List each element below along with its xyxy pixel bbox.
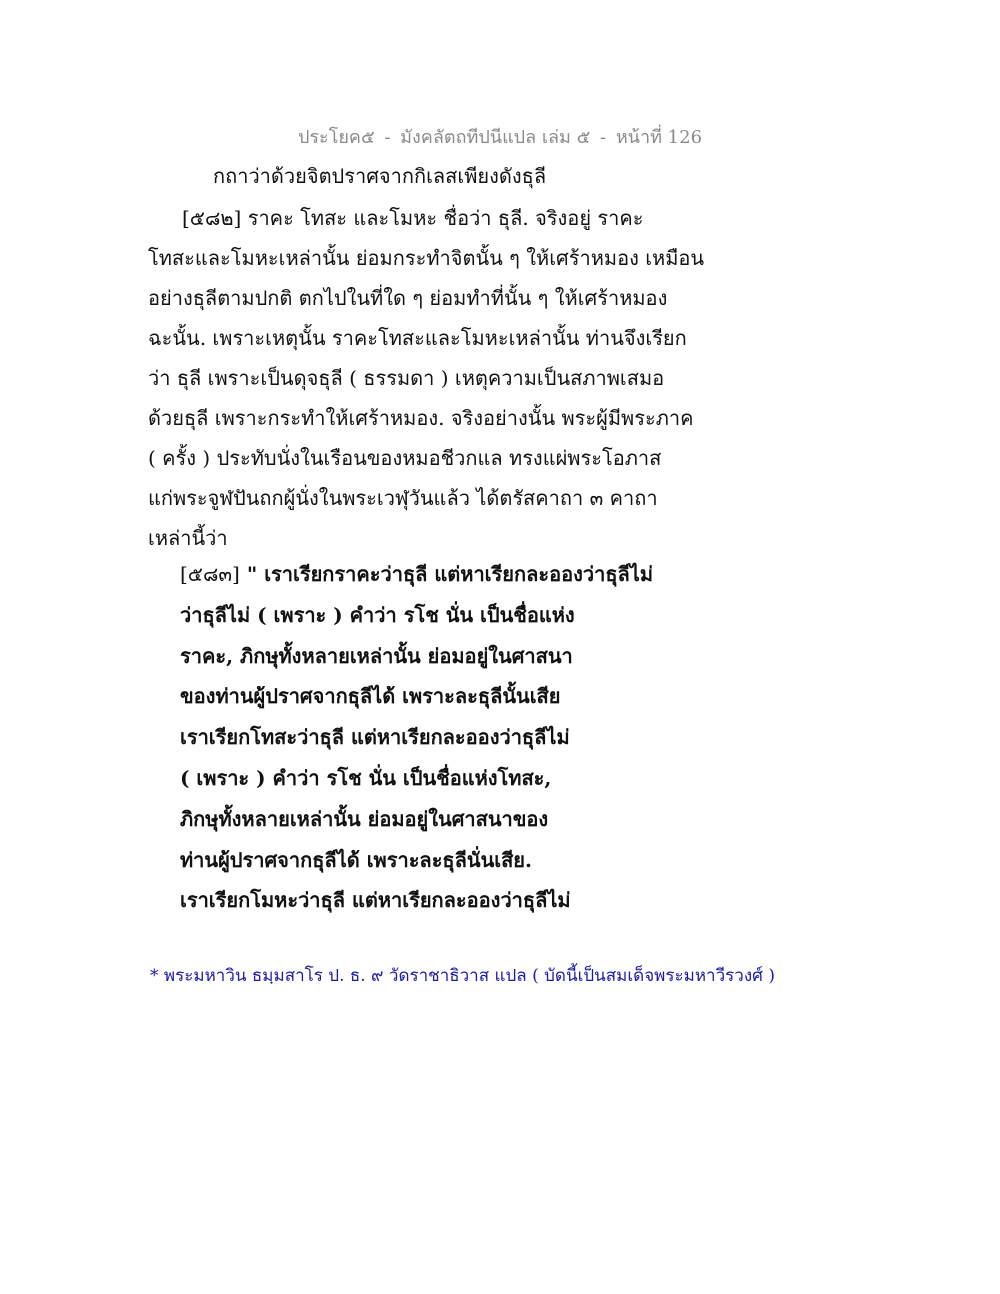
prose-line: แก่พระจูฬปันถกผู้นั่งในพระเวฬุวันแล้ว ได้ตรัสคาถา ๓ คาถา (148, 486, 658, 510)
prose-paragraph (148, 198, 708, 558)
footnote: * พระมหาวิน ธมฺมสาโร ป. ธ. ๙ วัดราชาธิวาส แปล ( บัดนี้เป็นสมเด็จพระมหาวีรวงศ์ ) (150, 966, 775, 986)
verse-line (180, 554, 740, 595)
prose-line: ด้วยธุลี เพราะกระทำให้เศร้าหมอง. จริงอย่างนั้น พระผู้มีพระภาค (148, 406, 694, 430)
prose-line: เหล่านี้ว่า (148, 526, 228, 550)
verse-line: ( เพราะ ) คำว่า รโช นั่น เป็นชื่อแห่งโทสะ, (180, 765, 552, 790)
header-separator: - (384, 127, 391, 148)
verse-line: เราเรียกโทสะว่าธุลี แต่หาเรียกละอองว่าธุลีไม่ (180, 725, 570, 750)
running-header (0, 122, 1000, 151)
prose-line: [๕๘๒] ราคะ โทสะ และโมหะ ชื่อว่า ธุลี. จริงอยู่ ราคะ (182, 206, 644, 230)
header-page-number: หน้าที่ 126 (615, 127, 703, 148)
verse-line: ว่าธุลีไม่ ( เพราะ ) คำว่า รโช นั่น เป็นชื่อแห่ง (180, 602, 575, 627)
verse-line: เราเรียกโมหะว่าธุลี แต่หาเรียกละอองว่าธุลีไม่ (180, 888, 571, 913)
verse-block (180, 554, 740, 921)
prose-line: โทสะและโมหะเหล่านั้น ย่อมกระทำจิตนั้น ๆ ให้เศร้าหมอง เหมือน (148, 246, 705, 270)
header-separator: - (599, 127, 607, 148)
verse-line: ภิกษุทั้งหลายเหล่านั้น ย่อมอยู่ในศาสนาของ (180, 806, 549, 831)
prose-line: ( ครั้ง ) ประทับนั่งในเรือนของหมอชีวกแล ทรงแผ่พระโอภาส (148, 446, 662, 470)
verse-first-line: " เราเรียกราคะว่าธุลี แต่หาเรียกละอองว่าธุลีไม่ (246, 562, 654, 586)
prose-line: อย่างธุลีตามปกติ ตกไปในที่ใด ๆ ย่อมทำที่นั้น ๆ ให้เศร้าหมอง (148, 286, 668, 310)
verse-number: [๕๘๓] (180, 562, 240, 586)
verse-line: ของท่านผู้ปราศจากธุลีได้ เพราะละธุลีนั้นเสีย (180, 684, 561, 709)
prose-line: ว่า ธุลี เพราะเป็นดุจธุลี ( ธรรมดา ) เหตุความเป็นสภาพเสมอ (148, 366, 665, 390)
section-title: กถาว่าด้วยจิตปราศจากกิเลสเพียงดังธุลี (213, 164, 547, 188)
verse-line: ท่านผู้ปราศจากธุลีได้ เพราะละธุลีนั่นเสีย. (180, 847, 532, 872)
verse-line: ราคะ, ภิกษุทั้งหลายเหล่านั้น ย่อมอยู่ในศาสนา (180, 643, 573, 668)
header-book: ประโยค๕ (297, 127, 375, 148)
header-title: มังคลัตถทีปนีแปล เล่ม ๕ (400, 127, 591, 148)
prose-line: ฉะนั้น. เพราะเหตุนั้น ราคะโทสะและโมหะเหล่านั้น ท่านจึงเรียก (148, 326, 687, 350)
